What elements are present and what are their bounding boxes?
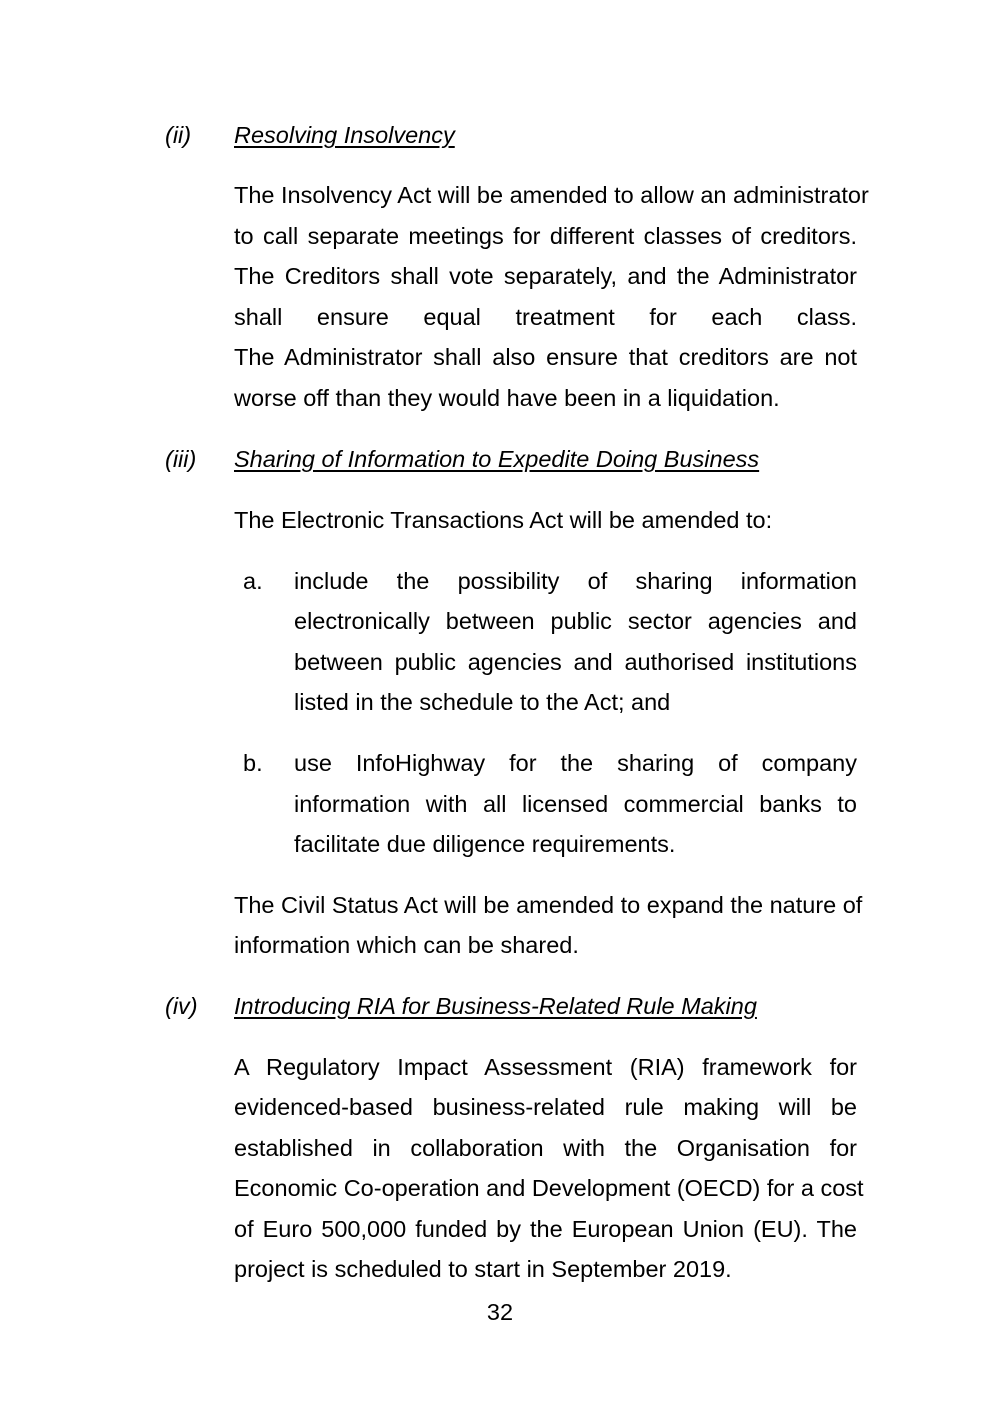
list-item-line: electronically between public sector agencies and: [294, 608, 857, 634]
paragraph-line: The Electronic Transactions Act will be amended to:: [234, 507, 773, 533]
list-marker: a.: [243, 568, 263, 594]
paragraph-line: The Creditors shall vote separately, and the Administrator: [234, 263, 857, 289]
paragraph-line: The Administrator shall also ensure that creditors are not: [234, 344, 857, 370]
list-item-line: between public agencies and authorised institutions: [294, 649, 857, 675]
list-marker: b.: [243, 750, 263, 776]
section-heading: Introducing RIA for Business-Related Rule Making: [234, 993, 757, 1019]
section-number: (iii): [165, 446, 197, 472]
section-number: (ii): [165, 122, 192, 148]
section-heading: Resolving Insolvency: [234, 122, 455, 148]
paragraph-line: evidenced-based business-related rule making will be: [234, 1094, 857, 1120]
paragraph-line: Economic Co-operation and Development (OECD) for a cost: [234, 1175, 864, 1201]
paragraph-line: shall ensure equal treatment for each class.: [234, 304, 857, 330]
list-item-line: facilitate due diligence requirements.: [294, 831, 676, 857]
paragraph-line: The Civil Status Act will be amended to expand the nature of: [234, 892, 863, 918]
paragraph-line: The Insolvency Act will be amended to allow an administrator: [234, 182, 869, 208]
section-heading: Sharing of Information to Expedite Doing Business: [234, 446, 760, 472]
list-item-line: listed in the schedule to the Act; and: [294, 689, 671, 715]
list-item-line: information with all licensed commercial banks to: [294, 791, 857, 817]
paragraph-line: information which can be shared.: [234, 932, 579, 958]
page-number: 32: [486, 1299, 514, 1325]
paragraph-line: to call separate meetings for different classes of creditors.: [234, 223, 857, 249]
paragraph-line: established in collaboration with the Organisation for: [234, 1135, 857, 1161]
list-item-line: use InfoHighway for the sharing of company: [294, 750, 857, 776]
paragraph-line: worse off than they would have been in a liquidation.: [234, 385, 780, 411]
paragraph-line: project is scheduled to start in September 2019.: [234, 1256, 732, 1282]
paragraph-line: A Regulatory Impact Assessment (RIA) framework for: [234, 1054, 857, 1080]
section-number: (iv): [165, 993, 198, 1019]
paragraph-line: of Euro 500,000 funded by the European Union (EU). The: [234, 1216, 857, 1242]
list-item-line: include the possibility of sharing information: [294, 568, 857, 594]
